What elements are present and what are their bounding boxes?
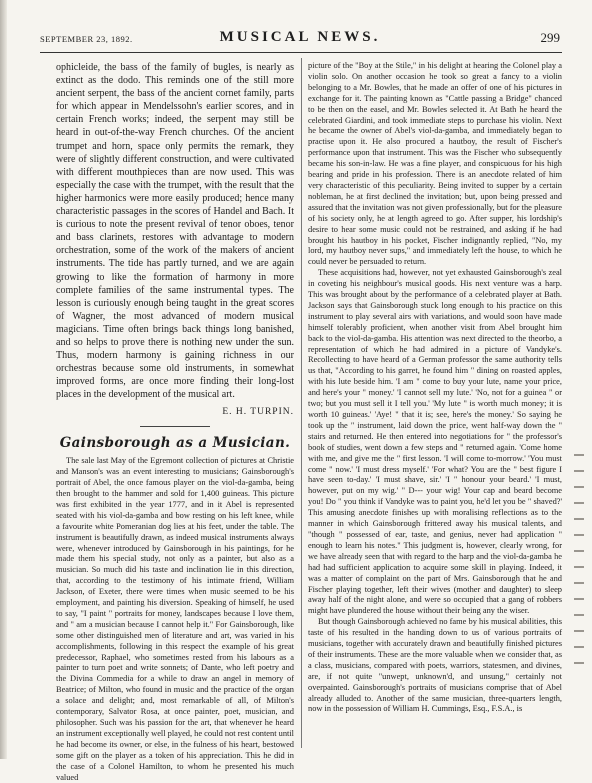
header-rule (40, 52, 562, 53)
article-continuation-text: picture of the "Boy at the Stile," in his delight at hearing the Colonel play a violin solo. On another occasion he took so great a fancy to a violin belonging to a Mr. Bowles, that he made an offer of one of his pictures in exchange for it. The painting known as "Cattle passing a Bridge" chanced to be then on the easel, and Mr. Bowles selected it. At Bath he heard the celebrated Giardini, and took immediate steps to purchase his violin. Next he became the owner of Abel's viol-da-gamba, and immediately began to practise upon it. He also procured a hautboy, the result of Fischer's performance upon that instrument. This was the Fischer who subsequently became his son-in-law. He was a fine player, and conspicuous for his high bearing and pride in his profession. There is an anecdote related of him very characteristic of this peculiarity. Being invited to supper by a certain nobleman, he at first declined the invitation; but, upon being pressed and assured that the invitation was not given professionally, but for the pleasure of his society only, he at length agreed to go. After supper, his lordship's desire to hear some music could not be restrained, and asking if he had brought his hautboy in his pocket, Fischer indignantly replied, "No, my lord, my hautboy never sups," and immediately left the house, to which he could never be persuaded to return. (308, 61, 562, 267)
page-header (40, 30, 560, 48)
right-column (308, 61, 562, 715)
author-signature: E. H. TURPIN. (222, 407, 294, 418)
article-paragraph-harp: These acquisitions had, however, not yet exhausted Gainsborough's zeal in coveting his neighbour's musical goods. His next venture was a harp. This was brought about by the performance of a celebrated player at Bath. Jackson says that Gainsborough stuck long enough to his practice on this instrument to play several airs with variations, and would soon have made himself tolerably proficient, when another visit from Abel brought him back to the viol-da-gamba. His attention was next directed to the theorbo, a representation of which he had admired in a picture of Vandyke's. Recollecting to have heard of a German professor the same authority tells us that, "According to his garret, he found him " dining on roasted apples, with his lute beside him. 'I am " come to buy your lute, name your price, and here's your " money.' 'I cannot sell my lute.' 'No, not for a guinea " or two; but you must sell it I tell you.' 'My lute " is worth much money; it is worth 10 guineas.' 'Aye! " that it is; see, here's the money.' So saying he took up the " instrument, laid down the price, went half-way down the " stairs and returned. He then entered into negotiations for " the professor's book of studies, went down a few steps and " returned again. 'Come home with me, and give me the " first lesson. 'I will come to-morrow.' 'You must come " now.' 'I must dress myself.' 'For what? You are the " best figure I have seen to-day.' 'I must shave, sir.' 'I " honour your beard.' 'I must, however, put on my wig.' " D--- your wig! Your cap and beard become you! Do " you think if Vandyke was to paint you, he'd let you be " shaved?' This amusing anecdote finishes up with moralising reflections as to the manner in which Gainsborough frittered away his musical talents, and "though " possessed of ear, taste, and genius, never had application " enough to learn his notes." This judgment is, however, clearly wrong, for we have already seen that with regard to the harp and the viol-da-gamba he had had sufficient application to acquire some skill in playing. Indeed, it was a matter of complaint on the part of Mrs. Gainsborough that he and Fischer playing together, left their wives (mother and daughter) to sleep away half of the night alone, and were so occupied that a gang of robbers might have plundered the house without their being any the wiser. (308, 268, 562, 616)
page-number: 299 (540, 30, 560, 45)
issue-date: SEPTEMBER 23, 1892. (40, 34, 133, 44)
article-heading: Gainsborough as a Musician. (59, 435, 291, 452)
left-column (56, 61, 294, 783)
column-divider (301, 58, 302, 748)
adjacent-page-edge-marks (572, 440, 586, 740)
article-paragraph-portraits: But though Gainsborough achieved no fame by his musical abilities, this taste of his resulted in the handing down to us of various portraits of musicians, together with accurately drawn and beautifully finished pictures of their instruments. These are the more valuable when we consider that, as a class, musicians, compared with poets, warriors, statesmen, and divines, are, if not quite "unwept, unknown'd, and unsung," certainly not overpainted. Gainsborough's portraits of musicians comprise that of Abel already alluded to. Another of the same musician, three-quarters length, now in the possession of William H. Cummings, Esq., F.S.A., is (308, 617, 562, 714)
page-binding-shadow (0, 0, 7, 759)
continued-article-text: ophicleide, the bass of the family of bugles, is nearly as extinct as the dodo. This reminds one of the still more ancient serpent, the bass of the ancient cornet family, parts for which appear in Mendelssohn's earlier scores, and in certain French works; indeed, the serpent may still be heard in out-of-the-way French churches. Of the ancient trumpet and horn, space only permits the remark, they were of slightly different construction, and were cultivated with different mouthpieces than are now used. This was especially the case with the trumpet, with the result that the higher harmonics were more easily produced; hence many characteristic passages in the scores of Handel and Bach. It is curious to note the present revival of tenor oboes, tenor and bass clarinets, restores with advantage to modern orchestration, some of the work of the makers of ancient instruments. The tide has partly turned, and we are again growing to like the formation of harmony in more complete families of the same instrumental types. The lesson is curiously enough being taught in the great scores of Wagner, the most advanced of modern musical magicians. Time often brings back things long banished, and so helps to prove there is nothing new under the sun. Thus, modern harmony is gaining richness in our orchestras because some old instruments, in somewhat improved forms, are once more finding their long-lost places in the development of the musical art. (56, 62, 294, 401)
section-divider (140, 426, 210, 427)
publication-title: MUSICAL NEWS. (219, 29, 381, 45)
article-body-text: The sale last May of the Egremont collection of pictures at Christie and Manson's was an event interesting to musicians; Gainsborough's portrait of Abel, the once famous player on the viol-da-gamba, being then brought to the hammer and sold for 1,400 guineas. This picture was first exhibited in the year 1777, and in it Abel is represented seated with his viol-da-gamba and bow resting on his left knee, while a favourite white Pomeranian dog lies at his feet, under the table. The instrument is beautifully drawn, as indeed musical instruments always were, whenever introduced by Gainsborough in his paintings, for he made them his special study, not only as a painter, but also as a musician. So much did his taste and inclination lie in this direction, that, according to the testimony of his intimate friend, William Jackson, of Exeter, there were times when music seemed to be his employment, and painting his diversion. Speaking of himself, he used to say, "I paint " portraits for money, landscapes because I love them, and " am a musician because I cannot help it." For Gainsborough, like some other distinguished men of literature and art, was varied in his accomplishments, following in this respect the example of his great predecessor, Raphael, who sometimes rested from his labours as a painter to turn poet and write sonnets; of Dante, who left poetry and the Divina Commedia for a while to draw an angel in memory of Beatrice; of Milton, who found in music and the practice of the organ a solace and delight; and, most remarkable of all, of Milton's contemporary, Salvator Rosa, at once painter, poet, musician, and philosopher. Such was his passion for the art, that whenever he heard an instrument exceptionally well played, he could not rest content until he had become its owner, or else, in the fulness of his heart, bestowed some gift on the player as a token of his appreciation. This he did in the case of a Colonel Hamilton, to whom he presented his much valued (56, 456, 294, 782)
